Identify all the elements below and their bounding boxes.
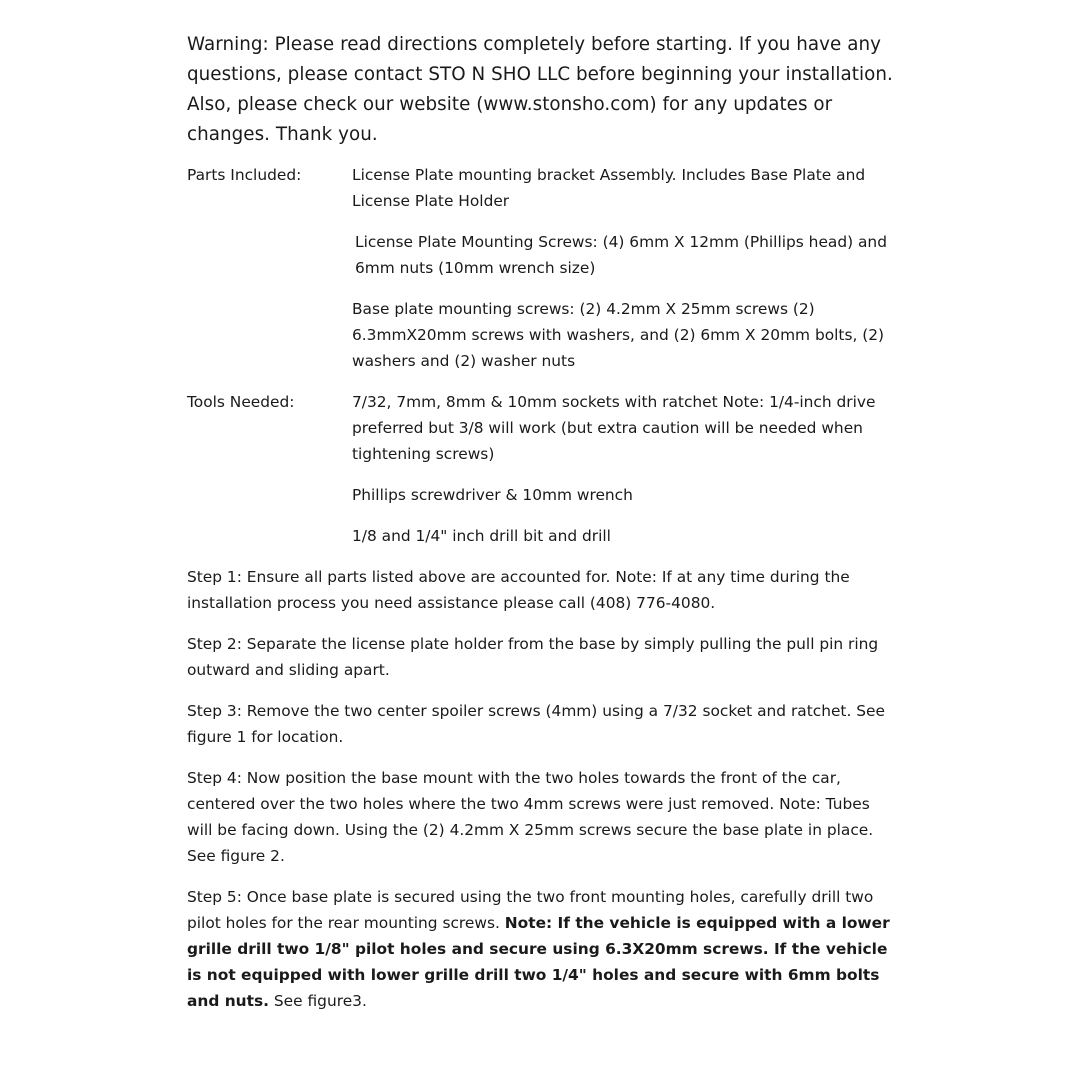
step-5 — [187, 884, 899, 1014]
parts-included-list — [352, 162, 899, 389]
tools-item-screwdriver: Phillips screwdriver & 10mm wrench — [352, 486, 633, 504]
tools-needed-list — [352, 389, 899, 564]
step-5-figure-ref: See figure3. — [269, 992, 367, 1010]
instruction-document — [187, 30, 899, 1029]
step-5-note: Note: If the vehicle is equipped with a lower grille drill two 1/8" pilot holes and secure using 6.3X20mm screws. If the vehicle is not equipped with lower grille drill two 1/4" holes and secure with 6mm bolts and nuts. — [187, 914, 890, 1010]
parts-included-section — [187, 162, 899, 389]
step-1: Step 1: Ensure all parts listed above are accounted for. Note: If at any time during the installation process you need assistance please call (408) 776-4080. — [187, 568, 850, 612]
step-4: Step 4: Now position the base mount with the two holes towards the front of the car, centered over the two holes where the two 4mm screws were just removed. Note: Tubes will be facing down. Using the (2) 4.2mm X 25mm screws secure the base plate in place. See figure 2. — [187, 769, 874, 865]
parts-included-label: Parts Included: — [187, 166, 302, 184]
step-5-intro: Step 5: Once base plate is secured using the two front mounting holes, carefully drill two pilot holes for the rear mounting screws. — [187, 888, 874, 932]
tools-item-sockets: 7/32, 7mm, 8mm & 10mm sockets with ratchet Note: 1/4-inch drive preferred but 3/8 will work (but extra caution will be needed when tightening screws) — [352, 393, 876, 463]
parts-item-plate-screws: License Plate Mounting Screws: (4) 6mm X 12mm (Phillips head) and 6mm nuts (10mm wrench size) — [355, 233, 887, 277]
tools-item-drill: 1/8 and 1/4" inch drill bit and drill — [352, 527, 611, 545]
tools-needed-label: Tools Needed: — [187, 393, 295, 411]
tools-needed-section — [187, 389, 899, 564]
step-2: Step 2: Separate the license plate holder from the base by simply pulling the pull pin ring outward and sliding apart. — [187, 635, 879, 679]
parts-item-bracket: License Plate mounting bracket Assembly. Includes Base Plate and License Plate Holder — [352, 166, 866, 210]
warning-paragraph: Warning: Please read directions completely before starting. If you have any questions, please contact STO N SHO LLC before beginning your installation. Also, please check our website (www.stonsho.com) for any updates or changes. Thank you. — [187, 34, 893, 145]
step-3: Step 3: Remove the two center spoiler screws (4mm) using a 7/32 socket and ratchet. See figure 1 for location. — [187, 702, 885, 746]
parts-item-base-screws: Base plate mounting screws: (2) 4.2mm X 25mm screws (2) 6.3mmX20mm screws with washers, and (2) 6mm X 20mm bolts, (2) washers and (2) washer nuts — [352, 300, 885, 370]
